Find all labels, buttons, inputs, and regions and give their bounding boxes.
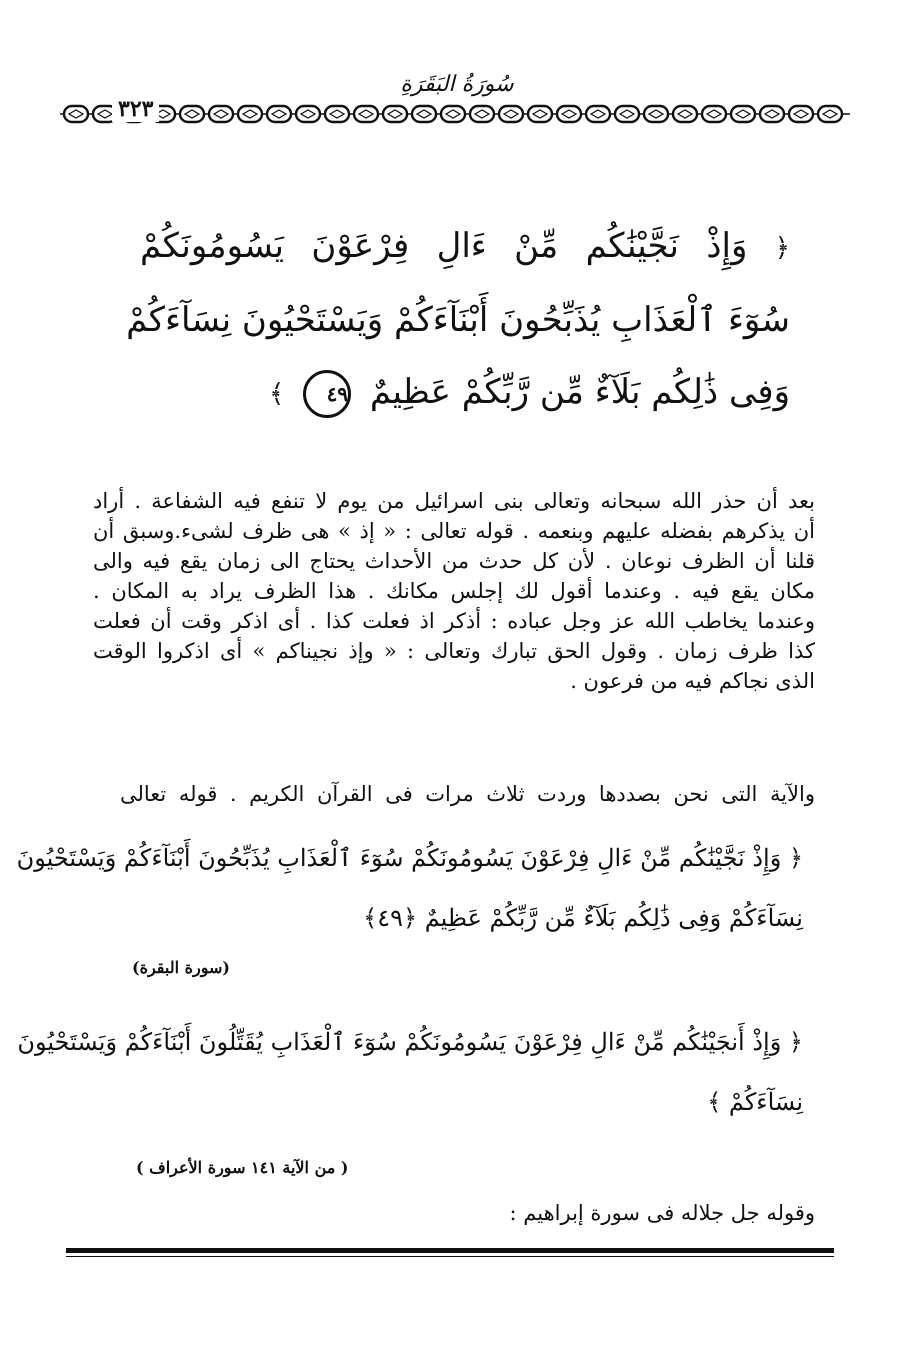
ayah-number-medallion: ٤٩ (303, 370, 351, 418)
quote-line: نِسَآءَكُمْ وَفِى ذَٰلِكُم بَلَآءٌ مِّن رَّبِّكُمْ عَظِيمٌ ﴿٤٩﴾ (363, 904, 803, 932)
commentary-paragraph (93, 486, 815, 696)
footer-rule-thick (66, 1248, 834, 1253)
commentary-line: كذا ظرف زمان . وقول الحق تبارك وتعالى : « وإذ نجيناكم » أى اذكروا الوقت (93, 639, 815, 663)
main-verse-line-3: وَفِى ذَٰلِكُم بَلَآءٌ مِّن رَّبِّكُمْ عَظِيمٌ ٤٩ ﴾ (140, 356, 790, 430)
main-verse (126, 210, 791, 430)
surah-header-title: سُورَةُ البَقَرَةِ (400, 72, 514, 97)
quote-reference: ( من الآية ١٤١ سورة الأعراف ) (136, 1158, 349, 1177)
footer-rule-thin (66, 1256, 834, 1257)
quote-line: نِسَآءَكُمْ ﴾ (707, 1088, 803, 1116)
closing-line (380, 1198, 815, 1228)
commentary-line: أن يذكرهم بفضله عليهم وبنعمه . قوله تعالى : « إذ » هى ظرف لشىء.وسبق أن (93, 519, 815, 543)
commentary-line: بعد أن حذر الله سبحانه وتعالى بنى اسرائيل من يوم لا تنفع فيه الشفاعة . أراد (93, 489, 815, 513)
main-verse-line-1: ﴿ وَإِذْ نَجَّيْنَٰكُم مِّنْ ءَالِ فِرْعَوْنَ يَسُومُونَكُمْ (140, 210, 790, 284)
commentary-line: مكان يقع فيه . وعندما أقول لك إجلس مكانك . هذا الظرف يراد به المكان . (93, 579, 815, 603)
quote-araf (17, 1012, 803, 1132)
commentary-line: الذى نجاكم فيه من فرعون . (570, 669, 815, 693)
quote-line: ﴿ وَإِذْ نَجَّيْنَٰكُم مِّنْ ءَالِ فِرْعَوْنَ يَسُومُونَكُمْ سُوٓءَ ٱلْعَذَابِ يُذَبِّحُونَ أَبْنَآءَكُمْ وَيَسْتَحْيُونَ (16, 844, 803, 872)
commentary-line: قلنا أن الظرف نوعان . لأن كل حدث من الأحداث يحتاج الى زمان يقع فيه والى (93, 549, 815, 573)
quote-baqarah (16, 828, 803, 948)
closing-text: وقوله جل جلاله فى سورة إبراهيم : (509, 1201, 815, 1225)
quote-reference: (سورة البقرة) (132, 958, 230, 977)
intro-paragraph (120, 779, 815, 809)
ornamental-header-border (60, 100, 850, 128)
main-verse-line-2: سُوٓءَ ٱلْعَذَابِ يُذَبِّحُونَ أَبْنَآءَكُمْ وَيَسْتَحْيُونَ نِسَآءَكُمْ (126, 300, 790, 340)
verse-open-ornament-icon: ﴿ (774, 233, 791, 263)
intro-line: والآية التى نحن بصددها وردت ثلاث مرات فى القرآن الكريم . قوله تعالى (120, 782, 815, 806)
quote-line: ﴿ وَإِذْ أَنجَيْنَٰكُم مِّنْ ءَالِ فِرْعَوْنَ يَسُومُونَكُمْ سُوٓءَ ٱلْعَذَابِ يُقَتِّلُونَ أَبْنَآءَكُمْ وَيَسْتَحْيُونَ (17, 1028, 803, 1056)
page-number: ٣٢٣ (112, 96, 159, 122)
commentary-line: وعندما يخاطب الله عز وجل عباده : أذكر اذ فعلت كذا . أى اذكر وقت أن فعلت (93, 609, 815, 633)
verse-close-ornament-icon: ﴾ (269, 379, 285, 409)
